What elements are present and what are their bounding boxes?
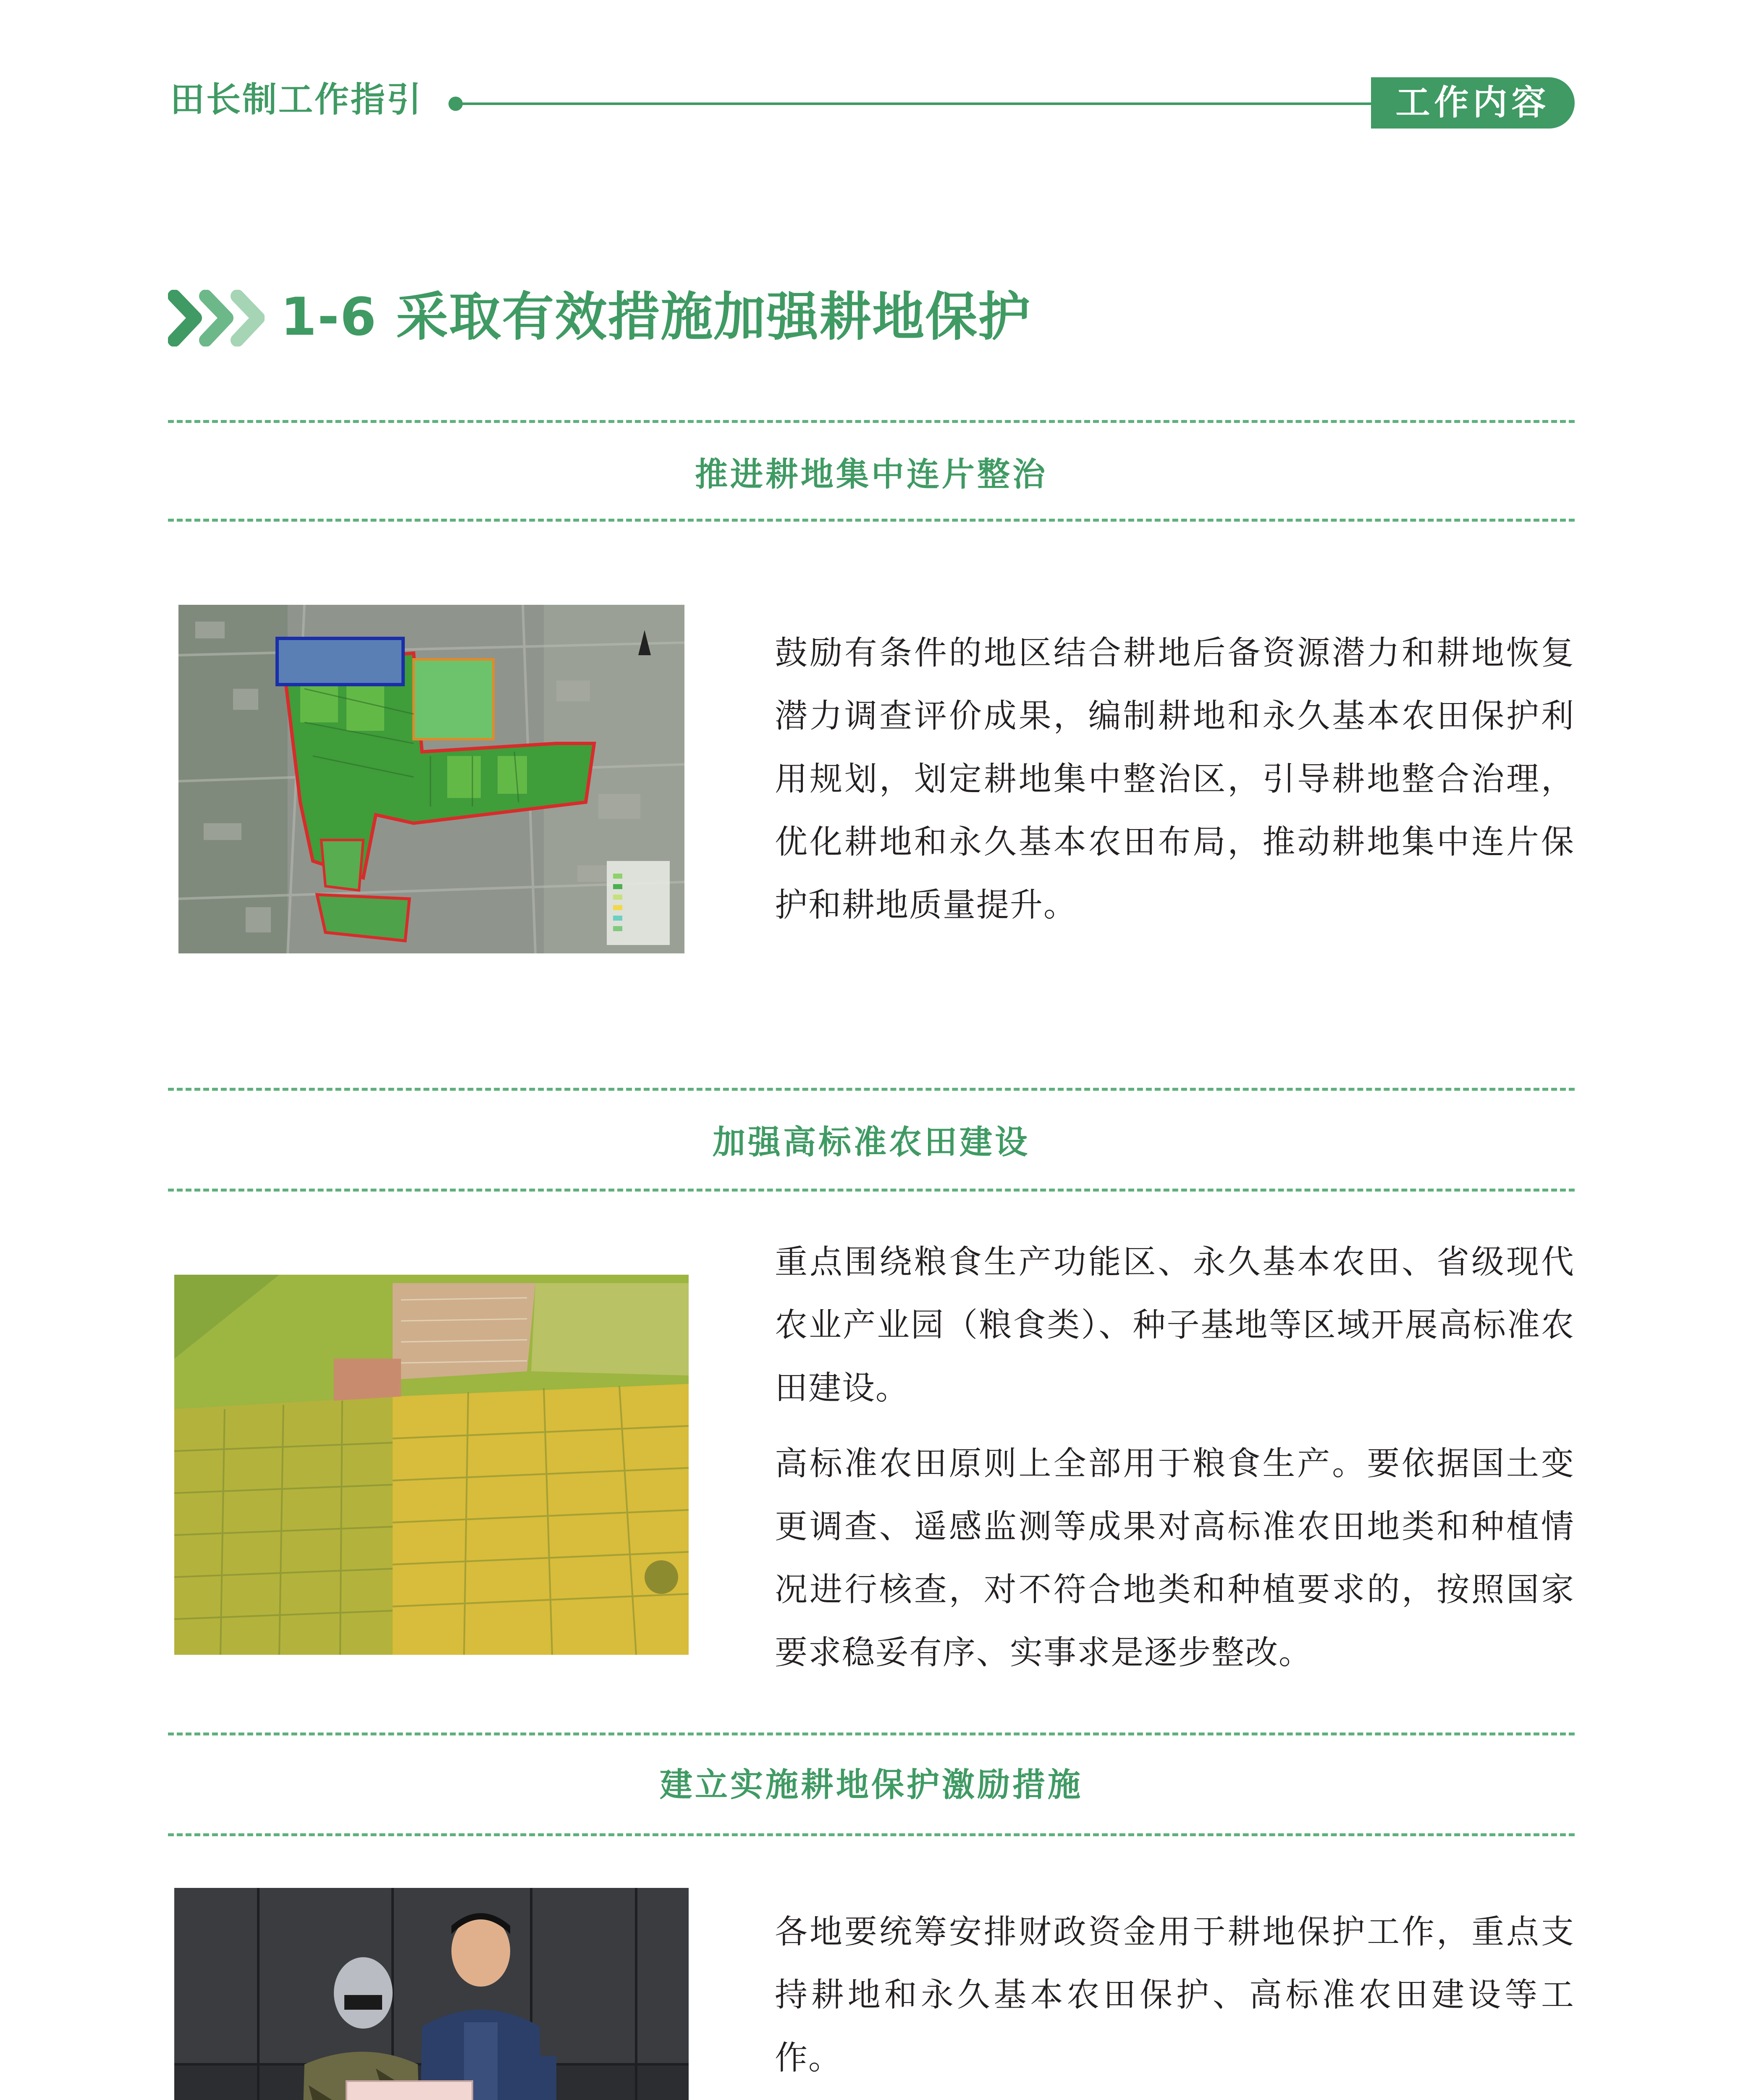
- block-3-paragraph-1: 各地要统筹安排财政资金用于耕地保护工作，重点支持耕地和永久基本农田保护、高标准农田建设等工作。: [775, 1913, 1575, 2077]
- dashed-divider: [168, 1833, 1575, 1836]
- block-1-subtitle: 推进耕地集中连片整治: [695, 456, 1048, 494]
- incentive-award-photo: [174, 1888, 689, 2100]
- land-consolidation-map-image: [178, 605, 684, 953]
- block-3-subtitle: 建立实施耕地保护激励措施: [659, 1766, 1083, 1804]
- dashed-divider: [168, 1088, 1575, 1091]
- dashed-divider: [168, 1189, 1575, 1192]
- running-header-title: 田长制工作指引: [170, 80, 423, 120]
- block-2-paragraph-2: 高标准农田原则上全部用于粮食生产。要依据国土变更调查、遥感监测等成果对高标准农田地类和种植情况进行核查，对不符合地类和种植要求的，按照国家要求稳妥有序、实事求是逐步整改。: [775, 1445, 1575, 1672]
- chevrons-icon: [168, 290, 265, 346]
- dashed-divider: [168, 1732, 1575, 1735]
- block-1-paragraph-1: 鼓励有条件的地区结合耕地后备资源潜力和耕地恢复潜力调查评价成果，编制耕地和永久基本农田保护利用规划，划定耕地集中整治区，引导耕地整合治理，优化耕地和永久基本农田布局，推动耕地集中连片保护和耕地质量提升。: [775, 634, 1575, 924]
- block-2-subtitle: 加强高标准农田建设: [712, 1124, 1030, 1161]
- block-2-paragraph-1: 重点围绕粮食生产功能区、永久基本农田、省级现代农业产业园（粮食类）、种子基地等区域开展高标准农田建设。: [775, 1243, 1575, 1407]
- header-section-tag: 工作内容: [1371, 77, 1575, 129]
- header-rule: [456, 102, 1400, 105]
- dashed-divider: [168, 519, 1575, 522]
- high-standard-farmland-aerial-photo: [174, 1275, 689, 1655]
- dashed-divider: [168, 420, 1575, 423]
- section-title: 1-6 采取有效措施加强耕地保护: [280, 287, 1031, 347]
